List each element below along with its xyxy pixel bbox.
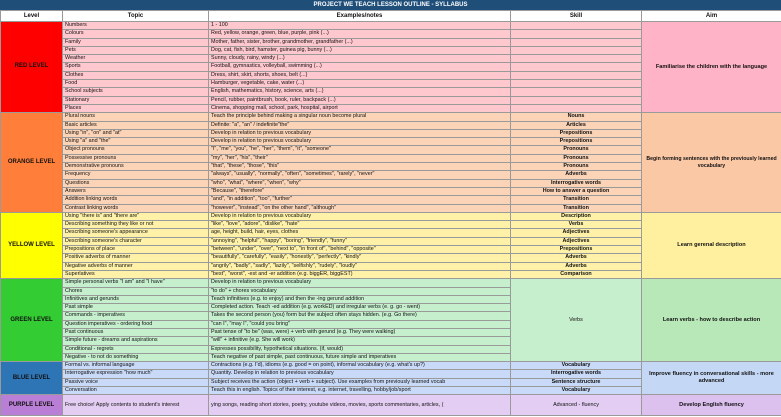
example-cell: Develop in relation to previous vocabulary bbox=[209, 279, 511, 287]
example-cell: Definite: "a", "an" / indefinite"the" bbox=[209, 121, 511, 129]
topic-cell: Positive adverbs of manner bbox=[63, 254, 209, 262]
topic-cell: Using "a" and "the" bbox=[63, 138, 209, 146]
example-cell: Teach the principle behind making a singular noun become plural bbox=[209, 113, 511, 121]
skill-cell: Transition bbox=[511, 204, 642, 212]
skill-cell: How to answer a question bbox=[511, 187, 642, 195]
table-row-purple bbox=[1, 395, 781, 416]
example-cell: 1 - 100 bbox=[209, 22, 511, 30]
topic-cell: Simple future - dreams and aspirations bbox=[63, 337, 209, 345]
topic-cell: Plural nouns bbox=[63, 113, 209, 121]
example-cell: Develop in relation to previous vocabulary bbox=[209, 138, 511, 146]
example-cell: "annoying", "helpful", "happy", "boring", "friendly", "funny" bbox=[209, 237, 511, 245]
aim-yellow: Learn gerenal description bbox=[642, 212, 781, 278]
topic-cell: Colours bbox=[63, 30, 209, 38]
example-cell: "beautifully", "carefully", "easily", "honestly", "perfectly", "kindly" bbox=[209, 254, 511, 262]
example-cell: "like", "love", "adore", "dislike", "hate" bbox=[209, 221, 511, 229]
sheet-title: PROJECT WE TEACH LESSON OUTLINE - SYLLABUS bbox=[0, 0, 781, 10]
skill-cell: Verbs bbox=[511, 221, 642, 229]
topic-cell: Chores bbox=[63, 287, 209, 295]
topic-cell: Object pronouns bbox=[63, 146, 209, 154]
example-cell: "can I", "may I", "could you bring" bbox=[209, 320, 511, 328]
topic-cell: Using "there is" and "there are" bbox=[63, 212, 209, 220]
example-cell: Teach this in english. Topics of their interest, e.g. internet, travelling, hobby/job/sport bbox=[209, 387, 511, 395]
level-red: RED LEVEL bbox=[1, 22, 63, 113]
example-cell: "best", "worst", -est and -er addition (e.g. biggER, biggEST) bbox=[209, 270, 511, 278]
skill-cell: Prepositions bbox=[511, 138, 642, 146]
topic-cell: Superlatives bbox=[63, 270, 209, 278]
example-cell: Cinema, shopping mall, school, park, hospital, airport bbox=[209, 104, 511, 112]
topic-cell: Answers bbox=[63, 187, 209, 195]
example-cell: Teach infinitives (e.g. to enjoy) and then the -ing gerund addition bbox=[209, 295, 511, 303]
topic-cell: Addition linking words bbox=[63, 196, 209, 204]
example-cell: Red, yellow, orange, green, blue, purple, pink (...) bbox=[209, 30, 511, 38]
skill-cell: Prepositions bbox=[511, 129, 642, 137]
example-cell: Completed action. Teach -ed addition (e.g. workED) and irregular verbs (e. g. go - went) bbox=[209, 304, 511, 312]
topic-cell: Contrast linking words bbox=[63, 204, 209, 212]
skill-cell: Prepositions bbox=[511, 246, 642, 254]
example-cell: Dress, shirt, skirt, shorts, shoes, belt (...) bbox=[209, 71, 511, 79]
aim-purple: Develop English fluency bbox=[642, 395, 781, 416]
topic-cell: Numbers bbox=[63, 22, 209, 30]
skill-cell: Nouns bbox=[511, 113, 642, 121]
example-cell: Teach negative of past simple, past continuous, future simple and imperatives bbox=[209, 353, 511, 361]
table-row bbox=[1, 279, 781, 287]
topic-cell: Using "in", "on" and "at" bbox=[63, 129, 209, 137]
topic-cell: Sports bbox=[63, 63, 209, 71]
skill-cell: Description bbox=[511, 212, 642, 220]
topic-cell: Conversation bbox=[63, 387, 209, 395]
example-cell: Pencil, rubber, paintbrush, book, ruler, backpack (...) bbox=[209, 96, 511, 104]
example-cell: age, height, build, hair, eyes, clothes bbox=[209, 229, 511, 237]
topic-cell: Past continuous bbox=[63, 328, 209, 336]
topic-cell: Describing someone's character bbox=[63, 237, 209, 245]
example-cell: Subject receives the action (object + verb + subject). Use examples from previously learned vocab bbox=[209, 378, 511, 386]
skill-cell: Adverbs bbox=[511, 254, 642, 262]
example-cell: Contractions (e.g. I'd), idioms (e.g. good = on point), informal vocabulary (e.g. what's up?) bbox=[209, 362, 511, 370]
topic-cell: Question imperatives - ordering food bbox=[63, 320, 209, 328]
topic-cell: Formal vs. informal language bbox=[63, 362, 209, 370]
topic-cell: Possessive pronouns bbox=[63, 154, 209, 162]
example-cell: Takes the second person (you) form but the subject often stays hidden. (e.g. Go there) bbox=[209, 312, 511, 320]
skill-cell bbox=[511, 63, 642, 71]
example-cell: "that", "these", "those", "this" bbox=[209, 163, 511, 171]
topic-cell: Demonstrative pronouns bbox=[63, 163, 209, 171]
topic-cell: Simple personal verbs "I am" and "I have" bbox=[63, 279, 209, 287]
example-cell: "Because", "therefore" bbox=[209, 187, 511, 195]
skill-cell bbox=[511, 55, 642, 63]
topic-cell: Family bbox=[63, 38, 209, 46]
topic-cell: Clothes bbox=[63, 71, 209, 79]
topic-cell: Places bbox=[63, 104, 209, 112]
level-blue: BLUE LEVEL bbox=[1, 362, 63, 395]
aim-green: Learn verbs - how to describe action bbox=[642, 279, 781, 362]
example-cell: Dog, cat, fish, bird, hamster, guinea pig, bunny (...) bbox=[209, 46, 511, 54]
table-row bbox=[1, 22, 781, 30]
header-skill: Skill bbox=[511, 11, 642, 22]
example-cell: "always", "usually", "normally", "often", "sometimes", "rarely", "never" bbox=[209, 171, 511, 179]
skill-cell: Transition bbox=[511, 196, 642, 204]
level-green: GREEN LEVEL bbox=[1, 279, 63, 362]
example-cell: "who", "what", "where", "when", "why" bbox=[209, 179, 511, 187]
topic-cell: Free choice! Apply contents to student's interest bbox=[63, 395, 209, 416]
topic-cell: Frequency bbox=[63, 171, 209, 179]
topic-cell: Stationary bbox=[63, 96, 209, 104]
skill-cell: Adverbs bbox=[511, 262, 642, 270]
skill-cell bbox=[511, 22, 642, 30]
topic-cell: Interrogative expression "how much" bbox=[63, 370, 209, 378]
level-purple: PURPLE LEVEL bbox=[1, 395, 63, 416]
example-cell: "my", "her", "his", "their" bbox=[209, 154, 511, 162]
topic-cell: Negative - to not do something bbox=[63, 353, 209, 361]
topic-cell: School subjects bbox=[63, 88, 209, 96]
example-cell: "angrily", "badly", "sadly", "lazily", "selfishly", "rudely", "loudly" bbox=[209, 262, 511, 270]
topic-cell: Weather bbox=[63, 55, 209, 63]
topic-cell: Questions bbox=[63, 179, 209, 187]
topic-cell: Passive voice bbox=[63, 378, 209, 386]
example-cell: Mother, father, sister, brother, grandmother, grandfather (...) bbox=[209, 38, 511, 46]
skill-cell: Pronouns bbox=[511, 146, 642, 154]
header-row bbox=[1, 11, 781, 22]
topic-cell: Past simple bbox=[63, 304, 209, 312]
example-cell: "and", "in addition", "too", "further" bbox=[209, 196, 511, 204]
topic-cell: Pets bbox=[63, 46, 209, 54]
topic-cell: Basic articles bbox=[63, 121, 209, 129]
topic-cell: Negative adverbs of manner bbox=[63, 262, 209, 270]
topic-cell: Describing someone's appearance bbox=[63, 229, 209, 237]
skill-cell: Verbs bbox=[511, 279, 642, 362]
level-yellow: YELLOW LEVEL bbox=[1, 212, 63, 278]
skill-cell: Interrogative words bbox=[511, 179, 642, 187]
header-aim: Aim bbox=[642, 11, 781, 22]
table-row bbox=[1, 113, 781, 121]
syllabus-body bbox=[1, 22, 781, 416]
skill-cell bbox=[511, 104, 642, 112]
example-cell: Develop in relation to previous vocabulary bbox=[209, 212, 511, 220]
table-row bbox=[1, 362, 781, 370]
topic-cell: Describing something they like or not bbox=[63, 221, 209, 229]
header-level: Level bbox=[1, 11, 63, 22]
example-cell: Quantity. Develop in relation to previous vocabulary bbox=[209, 370, 511, 378]
skill-cell bbox=[511, 46, 642, 54]
topic-cell: Prepositions of place bbox=[63, 246, 209, 254]
example-cell: Sunny, cloudy, rainy, windy (...) bbox=[209, 55, 511, 63]
example-cell: "will" + infinitive (e.g. She will work) bbox=[209, 337, 511, 345]
example-cell: Develop in relation to previous vocabulary bbox=[209, 129, 511, 137]
example-cell: Hamburger, vegetable, cake, water (...) bbox=[209, 80, 511, 88]
aim-blue: Improve fluency in conversational skills - more advanced bbox=[642, 362, 781, 395]
skill-cell: Vocabulary bbox=[511, 387, 642, 395]
skill-cell bbox=[511, 88, 642, 96]
skill-cell bbox=[511, 71, 642, 79]
example-cell: "between", "under", "over", "next to", "in front of", "behind", "opposite" bbox=[209, 246, 511, 254]
topic-cell: Commands - imperatives bbox=[63, 312, 209, 320]
skill-cell bbox=[511, 80, 642, 88]
topic-cell: Conditional - regrets bbox=[63, 345, 209, 353]
topic-cell: Food bbox=[63, 80, 209, 88]
skill-cell bbox=[511, 30, 642, 38]
skill-cell bbox=[511, 38, 642, 46]
table-row bbox=[1, 212, 781, 220]
skill-cell: Advanced - fluency bbox=[511, 395, 642, 416]
header-topic: Topic bbox=[63, 11, 209, 22]
level-orange: ORANGE LEVEL bbox=[1, 113, 63, 213]
example-cell: "I", "me", "you", "he", "her", "them", "it", "someone" bbox=[209, 146, 511, 154]
skill-cell bbox=[511, 96, 642, 104]
example-cell: Football, gymnastics, volleyball, swimming (...) bbox=[209, 63, 511, 71]
example-cell: "however", "instead", "on the other hand", "although" bbox=[209, 204, 511, 212]
example-cell: Past tense of "to be" (was, were) + verb with gerund (e.g. They were walking) bbox=[209, 328, 511, 336]
example-cell: English, mathematics, history, science, arts (...) bbox=[209, 88, 511, 96]
skill-cell: Pronouns bbox=[511, 154, 642, 162]
skill-cell: Interrogative words bbox=[511, 370, 642, 378]
example-cell: "to do" + chores vocabulary bbox=[209, 287, 511, 295]
syllabus-table bbox=[0, 10, 781, 416]
skill-cell: Adverbs bbox=[511, 171, 642, 179]
skill-cell: Articles bbox=[511, 121, 642, 129]
skill-cell: Pronouns bbox=[511, 163, 642, 171]
example-cell: Expresses possibility, hypothetical situations. (if, would) bbox=[209, 345, 511, 353]
aim-orange: Begin forming sentences with the previously learned vocabulary bbox=[642, 113, 781, 213]
header-examples: Examples/notes bbox=[209, 11, 511, 22]
skill-cell: Adjectives bbox=[511, 229, 642, 237]
topic-cell: Infinitives and gerunds bbox=[63, 295, 209, 303]
skill-cell: Adjectives bbox=[511, 237, 642, 245]
aim-red: Familiarise the children with the language bbox=[642, 22, 781, 113]
skill-cell: Vocabulary bbox=[511, 362, 642, 370]
example-cell: ying songs, reading short stories, poetry, youtube videos, movies, sports commentaries, articles, ( bbox=[209, 395, 511, 416]
skill-cell: Comparison bbox=[511, 270, 642, 278]
skill-cell: Sentence structure bbox=[511, 378, 642, 386]
